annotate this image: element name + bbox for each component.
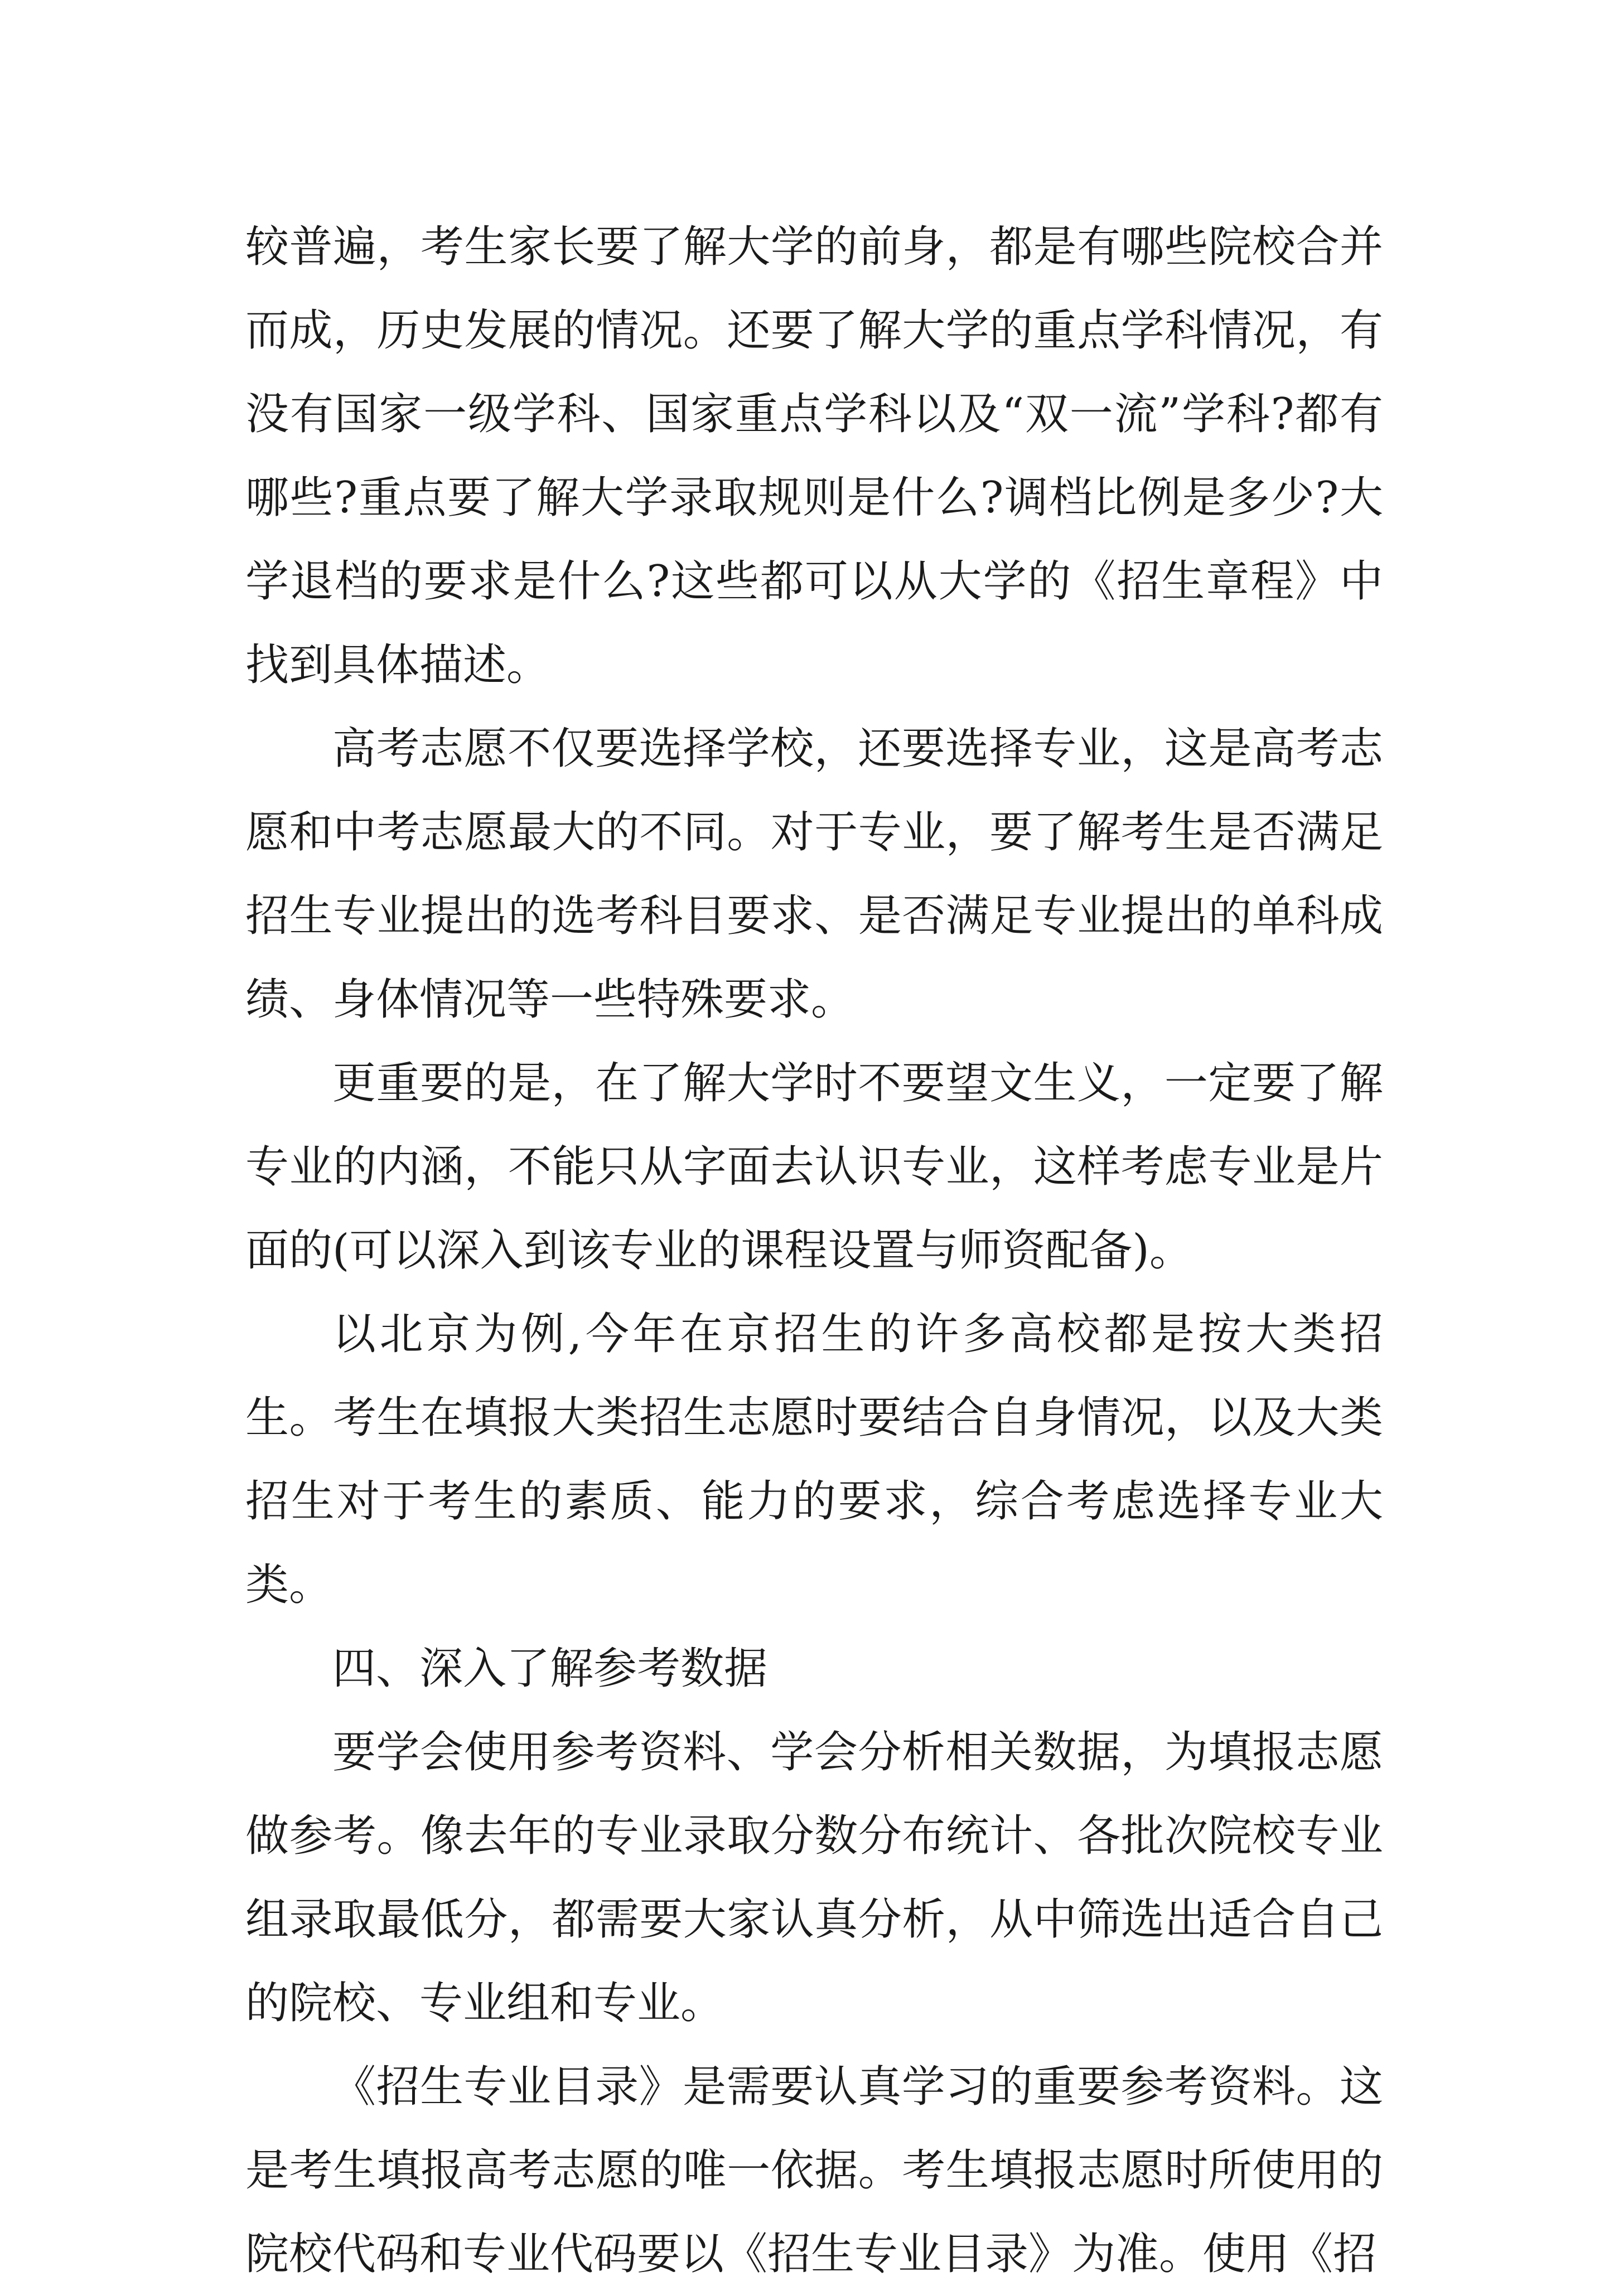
paragraph-beijing-example: 以北京为例,今年在京招生的许多高校都是按大类招生。考生在填报大类招生志愿时要结合自身情况，以及大类招生对于考生的素质、能力的要求，综合考虑选择专业大类。 [245,1309,1383,1610]
section-heading: 四、深入了解参考数据 [332,1644,768,1694]
paragraph-major-selection: 高考志愿不仅要选择学校，还要选择专业，这是高考志愿和中考志愿最大的不同。对于专业，要了解考生是否满足招生专业提出的选考科目要求、是否满足专业提出的单科成绩、身体情况等一些特殊要求。 [245,724,1383,1025]
paragraph-major-meaning: 更重要的是，在了解大学时不要望文生义，一定要了解专业的内涵，不能只从字面去认识专业，这样考虑专业是片面的(可以深入到该专业的课程设置与师资配备)。 [245,1058,1383,1276]
paragraph-catalog: 《招生专业目录》是需要认真学习的重要参考资料。这是考生填报高考志愿的唯一依据。考生填报志愿时所使用的院校代码和专业代码要以《招生专业目录》为准。使用《招 [245,2062,1383,2279]
paragraph-reference-data: 要学会使用参考资料、学会分析相关数据，为填报志愿做参考。像去年的专业录取分数分布统计、各批次院校专业组录取最低分，都需要大家认真分析，从中筛选出适合自己的院校、专业组和专业。 [245,1727,1383,2028]
document-body [245,205,1383,2296]
paragraph-continued: 较普遍，考生家长要了解大学的前身，都是有哪些院校合并而成，历史发展的情况。还要了解大学的重点学科情况，有没有国家一级学科、国家重点学科以及“双一流”学科?都有哪些?重点要了解大学录取规则是什么?调档比例是多少?大学退档的要求是什么?这些都可以从大学的《招生章程》中找到具体描述。 [245,222,1383,690]
